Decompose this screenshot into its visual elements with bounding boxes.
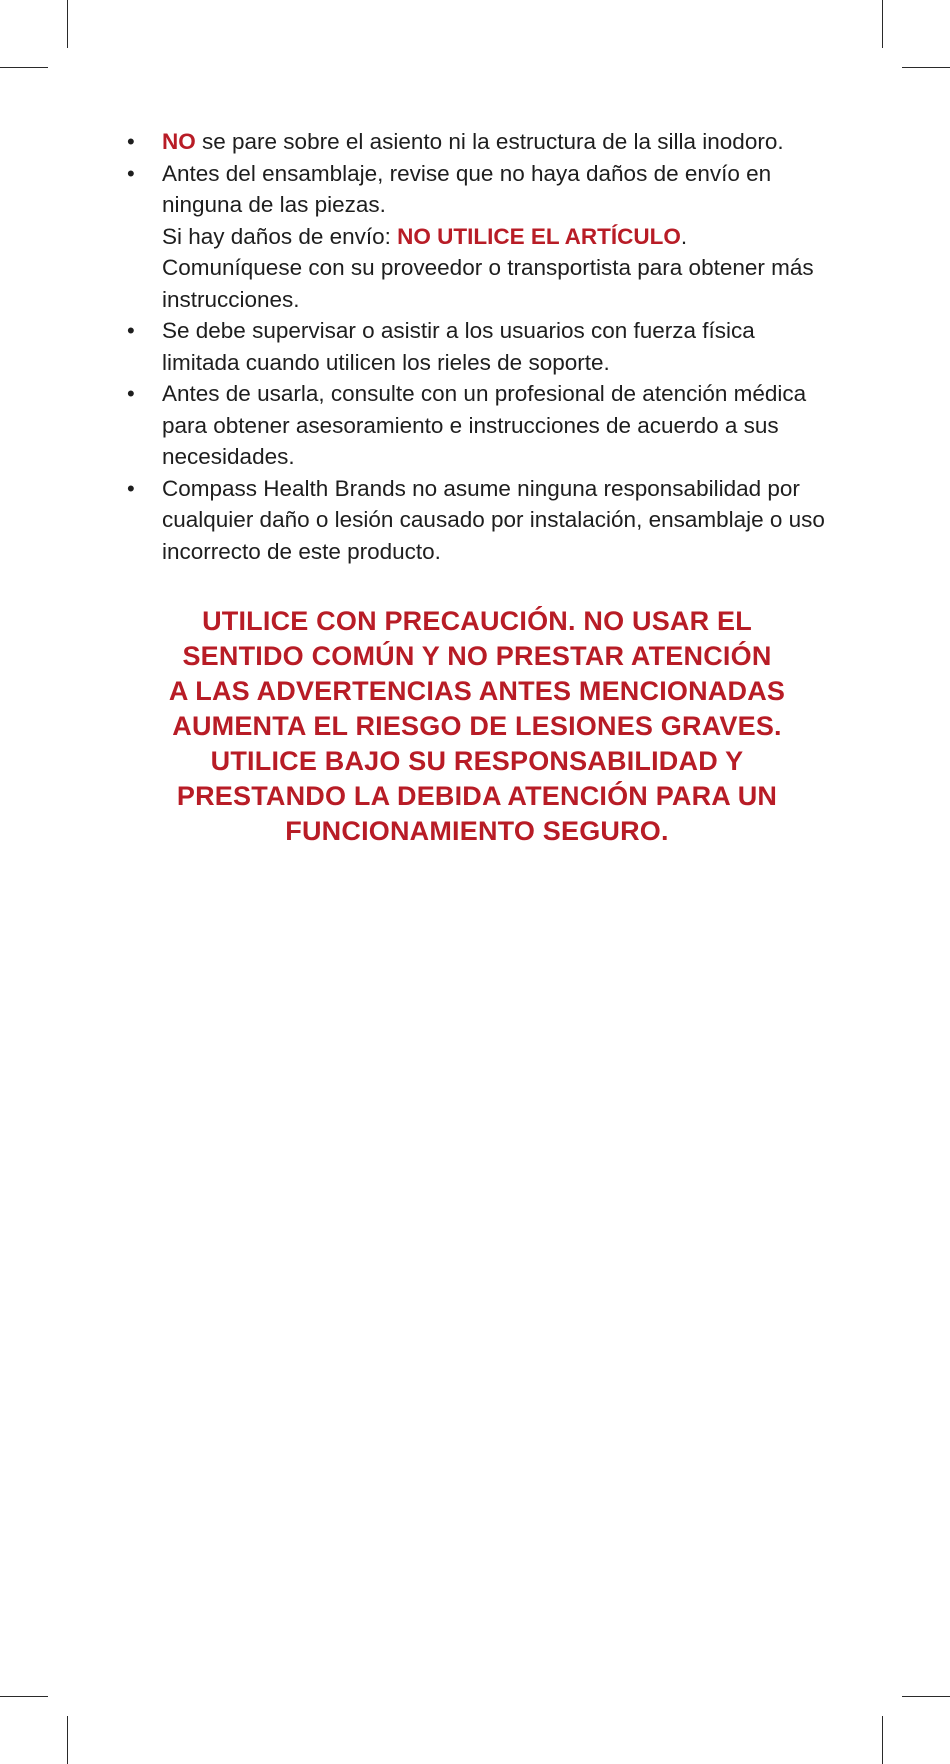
- bullet-text: Antes de usarla, consulte con un profesional de atención médica para obtener asesoramiento e instrucciones de acuerdo a sus necesidades.: [162, 381, 807, 469]
- bullet-item-consult-professional: [127, 378, 827, 473]
- crop-mark-top-left-vertical: [67, 0, 68, 48]
- bullet-icon: •: [127, 381, 135, 406]
- bullet-icon: •: [127, 475, 135, 501]
- bullet-icon: •: [127, 129, 135, 154]
- warning-line: AUMENTA EL RIESGO DE LESIONES GRAVES.: [172, 711, 782, 741]
- emphasis-do-not-use: NO UTILICE EL ARTÍCULO: [397, 223, 681, 249]
- bullet-item-supervise: [127, 315, 827, 378]
- caution-warning: [127, 604, 827, 849]
- bullet-text: Antes del ensamblaje, revise que no haya daños de envío en ninguna de las piezas.: [162, 160, 772, 217]
- bullet-text: Si hay daños de envío:: [162, 223, 398, 249]
- warning-line: PRESTANDO LA DEBIDA ATENCIÓN PARA UN: [176, 781, 778, 811]
- warning-line: A LAS ADVERTENCIAS ANTES MENCIONADAS: [168, 676, 786, 706]
- crop-mark-bottom-left-horizontal: [0, 1696, 48, 1697]
- safety-content: [127, 126, 827, 567]
- bullet-icon: •: [127, 160, 135, 186]
- crop-mark-bottom-left-vertical: [67, 1716, 68, 1764]
- warning-line: UTILICE CON PRECAUCIÓN. NO USAR EL: [202, 606, 752, 636]
- safety-bullet-list: [127, 126, 827, 567]
- bullet-item-no-stand: [127, 126, 827, 158]
- warning-line: SENTIDO COMÚN Y NO PRESTAR ATENCIÓN: [182, 641, 772, 671]
- bullet-text: .: [680, 223, 688, 249]
- crop-mark-top-right-vertical: [882, 0, 883, 48]
- warning-line: UTILICE BAJO SU RESPONSABILIDAD Y: [210, 746, 744, 776]
- bullet-text: Compass Health Brands no asume ninguna responsabilidad por cualquier daño o lesión causado por instalación, ensamblaje o uso incorrecto de este producto.: [162, 475, 825, 564]
- warning-line: FUNCIONAMIENTO SEGURO.: [285, 816, 669, 846]
- bullet-icon: •: [127, 318, 135, 343]
- crop-mark-top-right-horizontal: [902, 67, 950, 68]
- bullet-text: se pare sobre el asiento ni la estructura de la silla inodoro.: [195, 129, 784, 154]
- bullet-text: Se debe supervisar o asistir a los usuarios con fuerza física limitada cuando utilicen los rieles de soporte.: [162, 318, 755, 375]
- crop-mark-bottom-right-vertical: [882, 1716, 883, 1764]
- bullet-item-liability: [127, 473, 827, 568]
- emphasis-no: NO: [162, 129, 196, 154]
- crop-mark-bottom-right-horizontal: [902, 1696, 950, 1697]
- crop-mark-top-left-horizontal: [0, 67, 48, 68]
- bullet-item-shipping-damage: [127, 158, 827, 316]
- bullet-text: Comuníquese con su proveedor o transportista para obtener más instrucciones.: [162, 255, 814, 312]
